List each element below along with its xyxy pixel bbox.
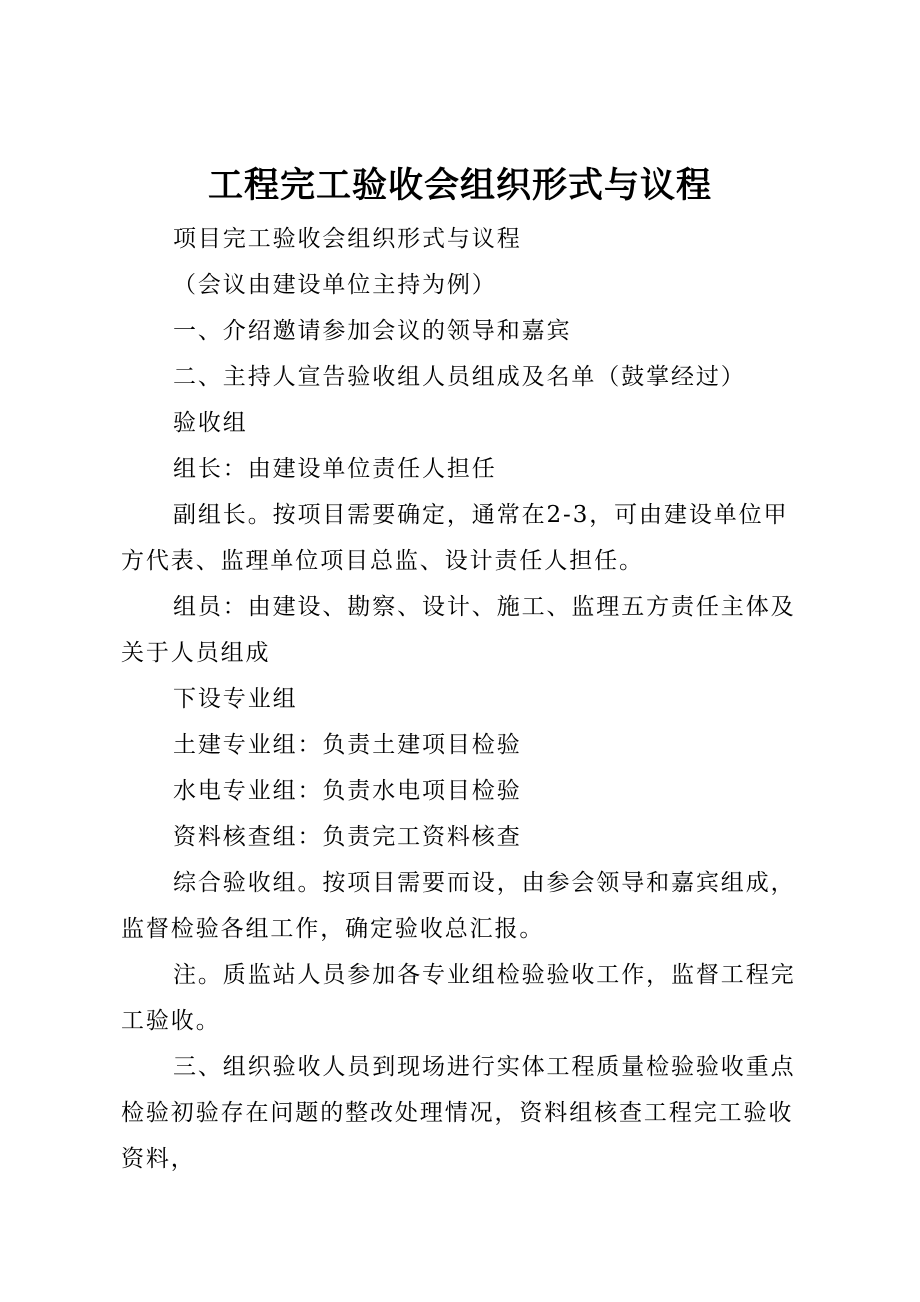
paragraph-water-electric-group: 水电专业组：负责水电项目检验 bbox=[173, 778, 522, 804]
paragraph-note-host: （会议由建设单位主持为例） bbox=[173, 272, 497, 298]
paragraph-group-leader: 组长：由建设单位责任人担任 bbox=[173, 456, 497, 482]
paragraph-note-supervision: 注。质监站人员参加各专业组检验验收工作，监督工程完工验收。 bbox=[121, 962, 796, 1034]
paragraph-comprehensive-group: 综合验收组。按项目需要而设，由参会领导和嘉宾组成，监督检验各组工作，确定验收总汇报。 bbox=[121, 870, 796, 942]
paragraph-acceptance-group: 验收组 bbox=[173, 410, 248, 436]
paragraph-subgroups: 下设专业组 bbox=[173, 686, 298, 712]
paragraph-members: 组员：由建设、勘察、设计、施工、监理五方责任主体及关于人员组成 bbox=[121, 594, 796, 666]
paragraph-document-review-group: 资料核查组：负责完工资料核查 bbox=[173, 824, 522, 850]
paragraph-step-3: 三、组织验收人员到现场进行实体工程质量检验验收重点检验初验存在问题的整改处理情况，资料组核查工程完工验收资料， bbox=[121, 1054, 796, 1172]
paragraph-deputy-leader: 副组长。按项目需要确定，通常在2-3，可由建设单位甲方代表、监理单位项目总监、设计责任人担任。 bbox=[121, 502, 789, 574]
paragraph-step-1: 一、介绍邀请参加会议的领导和嘉宾 bbox=[173, 318, 572, 344]
document-body bbox=[121, 216, 811, 1182]
paragraph-subtitle: 项目完工验收会组织形式与议程 bbox=[173, 226, 522, 252]
paragraph-civil-group: 土建专业组：负责土建项目检验 bbox=[173, 732, 522, 758]
paragraph-step-2: 二、主持人宣告验收组人员组成及名单（鼓掌经过） bbox=[173, 364, 746, 390]
document-title: 工程完工验收会组织形式与议程 bbox=[207, 165, 712, 206]
